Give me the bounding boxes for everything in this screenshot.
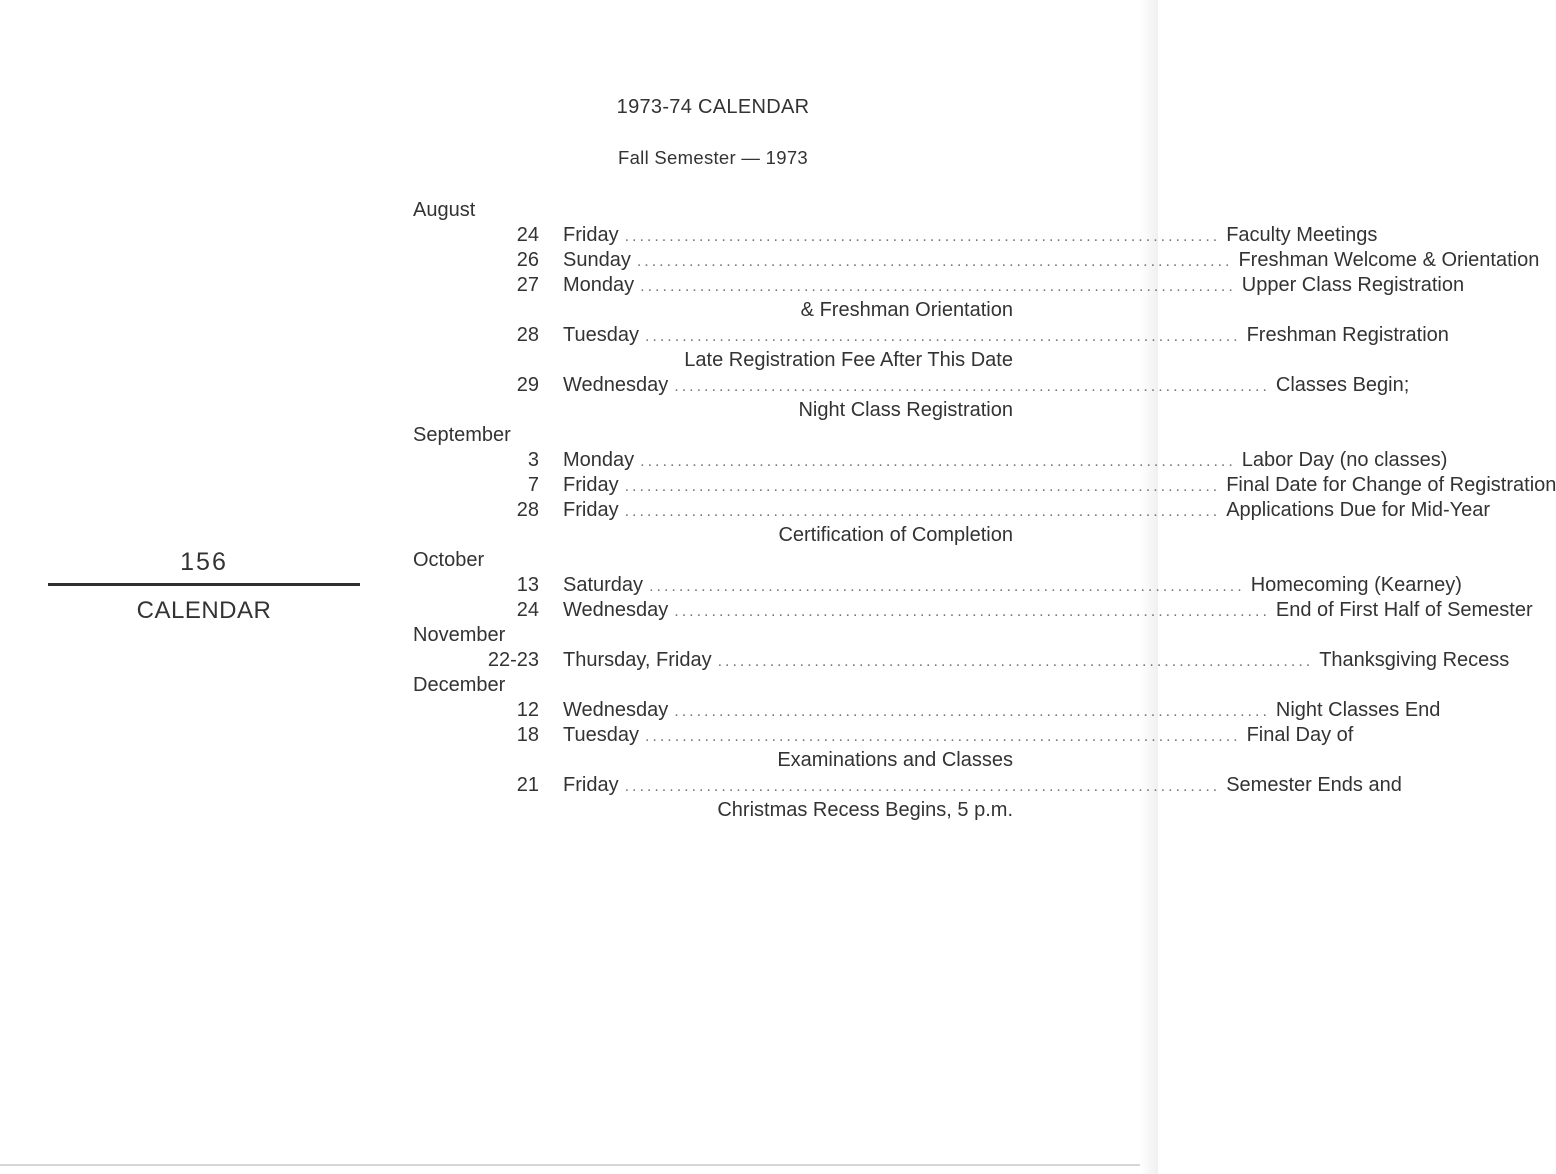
page-title: 1973-74 CALENDAR bbox=[616, 96, 810, 118]
dot-leader: ................................................................................ bbox=[644, 328, 1241, 345]
dot-leader: ................................................................................ bbox=[674, 703, 1270, 720]
calendar-entry bbox=[413, 223, 1378, 248]
month-heading: November bbox=[413, 624, 506, 646]
entry-day: Saturday bbox=[563, 574, 644, 596]
entry-event: Classes Begin; bbox=[1275, 374, 1410, 396]
entry-date: 28 bbox=[516, 324, 539, 346]
dot-leader: ................................................................................ bbox=[717, 653, 1314, 670]
entry-continuation-text: Certification of Completion bbox=[778, 524, 1013, 546]
entry-date: 26 bbox=[516, 249, 539, 271]
entry-day: Friday bbox=[563, 499, 619, 521]
semester-heading: Fall Semester — 1973 bbox=[617, 147, 809, 168]
entry-continuation bbox=[413, 298, 1013, 323]
entry-date: 12 bbox=[516, 699, 539, 721]
entry-date: 7 bbox=[527, 474, 539, 496]
entry-event: Final Day of bbox=[1246, 724, 1354, 746]
calendar-entry bbox=[413, 473, 1556, 498]
dot-leader: ................................................................................ bbox=[624, 228, 1221, 245]
dot-leader: ................................................................................ bbox=[649, 578, 1245, 595]
entry-day: Wednesday bbox=[563, 599, 669, 621]
calendar-entry bbox=[413, 573, 1462, 598]
entry-content bbox=[563, 248, 1540, 274]
entry-day: Friday bbox=[563, 474, 619, 496]
calendar-entry bbox=[413, 448, 1448, 473]
entry-date: 24 bbox=[516, 599, 539, 621]
entry-day: Sunday bbox=[563, 249, 631, 271]
entry-event: Labor Day (no classes) bbox=[1241, 449, 1448, 471]
entry-content bbox=[563, 698, 1441, 724]
entry-continuation bbox=[413, 798, 1013, 823]
calendar-entry bbox=[413, 648, 1510, 673]
entry-event: Faculty Meetings bbox=[1226, 224, 1378, 246]
entry-continuation-text: Examinations and Classes bbox=[777, 749, 1013, 771]
side-divider bbox=[48, 583, 360, 586]
month-heading: September bbox=[413, 424, 511, 446]
entry-day: Wednesday bbox=[563, 699, 669, 721]
entry-event: Night Classes End bbox=[1275, 699, 1441, 721]
entry-event: Final Date for Change of Registration bbox=[1226, 474, 1556, 496]
entry-day: Wednesday bbox=[563, 374, 669, 396]
entry-date: 3 bbox=[527, 449, 539, 471]
calendar-entry bbox=[413, 598, 1533, 623]
entry-event: Semester Ends and bbox=[1226, 774, 1402, 796]
entry-content bbox=[563, 573, 1462, 599]
entry-content bbox=[563, 273, 1465, 299]
calendar-entry bbox=[413, 498, 1491, 523]
month-heading: August bbox=[413, 199, 476, 221]
entry-event: Freshman Registration bbox=[1246, 324, 1449, 346]
dot-leader: ................................................................................ bbox=[636, 253, 1233, 270]
entry-continuation-text: Late Registration Fee After This Date bbox=[684, 349, 1013, 371]
dot-leader: ................................................................................ bbox=[624, 478, 1221, 495]
calendar-entry bbox=[413, 373, 1410, 398]
entry-date: 18 bbox=[516, 724, 539, 746]
page-number: 156 bbox=[180, 548, 228, 576]
dot-leader: ................................................................................ bbox=[674, 603, 1270, 620]
entry-event: Homecoming (Kearney) bbox=[1250, 574, 1462, 596]
entry-day: Friday bbox=[563, 774, 619, 796]
calendar-entry bbox=[413, 723, 1354, 748]
dot-leader: ................................................................................ bbox=[644, 728, 1241, 745]
dot-leader: ................................................................................ bbox=[624, 503, 1221, 520]
entry-content bbox=[563, 473, 1556, 499]
entry-day: Thursday, Friday bbox=[563, 649, 712, 671]
entry-date: 21 bbox=[516, 774, 539, 796]
entry-day: Tuesday bbox=[563, 724, 639, 746]
entry-event: Applications Due for Mid-Year bbox=[1226, 499, 1491, 521]
calendar-entry bbox=[413, 698, 1441, 723]
dot-leader: ................................................................................ bbox=[674, 378, 1270, 395]
entry-content bbox=[563, 598, 1533, 624]
page-bottom-edge bbox=[0, 1164, 1140, 1166]
entry-content bbox=[563, 223, 1378, 249]
entry-event: Upper Class Registration bbox=[1241, 274, 1465, 296]
section-label: CALENDAR bbox=[136, 597, 272, 624]
entry-date: 22-23 bbox=[487, 649, 539, 671]
entry-date: 13 bbox=[516, 574, 539, 596]
calendar-entry bbox=[413, 323, 1449, 348]
entry-continuation bbox=[413, 398, 1013, 423]
entry-content bbox=[563, 448, 1448, 474]
side-margin-label bbox=[48, 545, 360, 626]
entry-content bbox=[563, 773, 1402, 799]
entry-continuation bbox=[413, 748, 1013, 773]
entry-content bbox=[563, 648, 1510, 674]
dot-leader: ................................................................................ bbox=[640, 453, 1236, 470]
entry-content bbox=[563, 723, 1354, 749]
entry-date: 28 bbox=[516, 499, 539, 521]
entry-continuation bbox=[413, 348, 1013, 373]
entry-event: Freshman Welcome & Orientation bbox=[1238, 249, 1540, 271]
entry-continuation-text: Night Class Registration bbox=[798, 399, 1013, 421]
entry-continuation bbox=[413, 523, 1013, 548]
calendar-entry bbox=[413, 248, 1540, 273]
calendar-entry bbox=[413, 773, 1402, 798]
month-heading: October bbox=[413, 549, 485, 571]
dot-leader: ................................................................................ bbox=[624, 778, 1221, 795]
entry-date: 24 bbox=[516, 224, 539, 246]
entry-date: 29 bbox=[516, 374, 539, 396]
entry-content bbox=[563, 373, 1410, 399]
entry-day: Tuesday bbox=[563, 324, 639, 346]
entry-continuation-text: Christmas Recess Begins, 5 p.m. bbox=[717, 799, 1013, 821]
entry-event: Thanksgiving Recess bbox=[1319, 649, 1510, 671]
entry-event: End of First Half of Semester bbox=[1275, 599, 1533, 621]
entry-day: Monday bbox=[563, 274, 635, 296]
month-heading: December bbox=[413, 674, 506, 696]
calendar-list bbox=[413, 198, 1556, 823]
entry-day: Friday bbox=[563, 224, 619, 246]
calendar-entry bbox=[413, 273, 1465, 298]
entry-day: Monday bbox=[563, 449, 635, 471]
entry-content bbox=[563, 498, 1491, 524]
entry-content bbox=[563, 323, 1449, 349]
entry-continuation-text: & Freshman Orientation bbox=[800, 299, 1013, 321]
entry-date: 27 bbox=[516, 274, 539, 296]
dot-leader: ................................................................................ bbox=[640, 278, 1236, 295]
